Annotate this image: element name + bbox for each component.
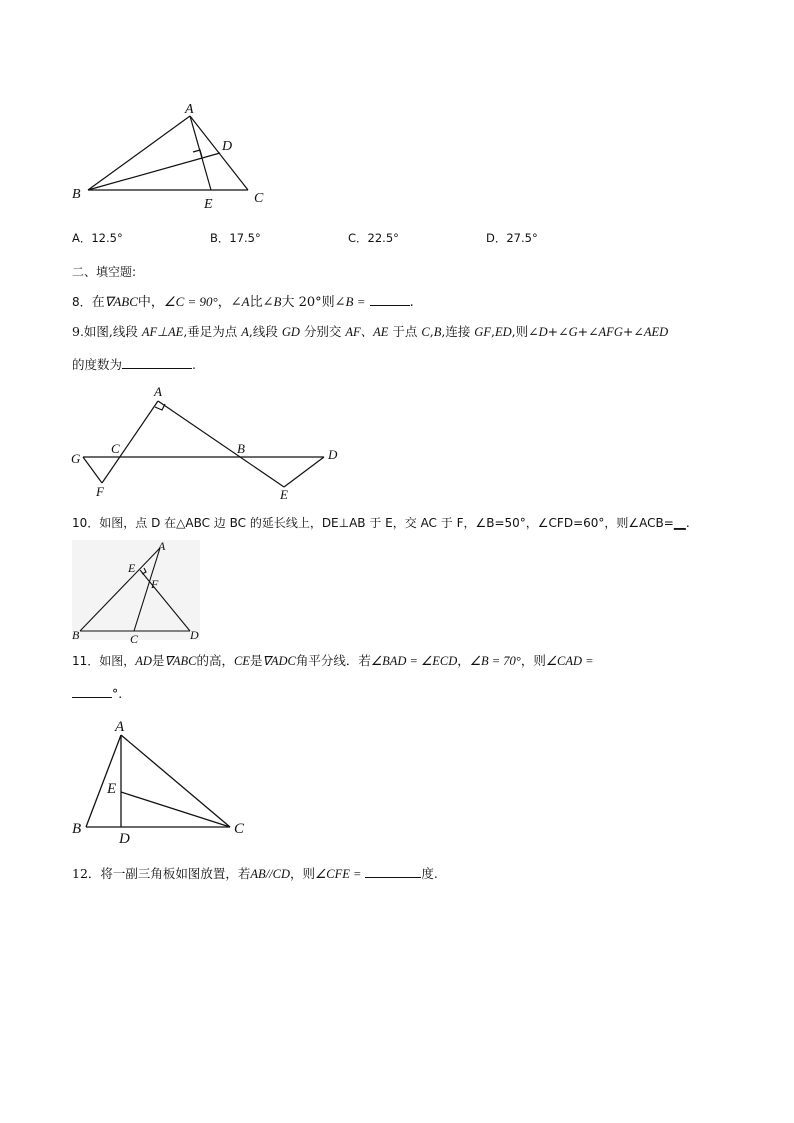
- q9-label-g: G: [71, 451, 81, 466]
- q7-right-angle-mark: [193, 150, 202, 157]
- q10-label-a: A: [158, 539, 166, 553]
- q10-label-b: B: [72, 628, 80, 642]
- q10-label-f: F: [151, 577, 159, 591]
- q9-label-a: A: [154, 384, 162, 399]
- q7-option-a: A．12.5°: [72, 231, 123, 245]
- q7-label-a: A: [185, 102, 194, 117]
- q11-text-line1: 11．如图，AD是∇ABC的高，CE是∇ADC角平分线．若∠BAD = ∠ECD，∠B = 70°，则∠CAD =: [72, 653, 594, 668]
- q10-text: 10．如图，点 D 在△ABC 边 BC 的延长线上，DE⊥AB 于 E，交 AC 于 F，∠B=50°，∠CFD=60°，则∠ACB=__.: [72, 516, 690, 530]
- q10-label-d: D: [190, 628, 199, 642]
- q9-segment-ae: [158, 401, 284, 487]
- q7-option-c: C．22.5°: [348, 231, 399, 245]
- q12-answer-blank: [365, 865, 421, 878]
- q11-label-c: C: [234, 821, 245, 837]
- q12-text: 12．将一副三角板如图放置，若AB//CD，则∠CFE = 度.: [72, 866, 438, 881]
- q11-label-e: E: [107, 781, 117, 797]
- q9-answer-blank: [122, 356, 192, 369]
- q10-label-c: C: [130, 632, 139, 646]
- section-title: 二、填空题:: [72, 265, 137, 279]
- q9-segment-ed: [284, 457, 324, 487]
- q7-label-b: B: [72, 187, 81, 202]
- q7-label-d: D: [222, 139, 233, 154]
- q9-segment-gf: [83, 457, 102, 483]
- q9-label-c: C: [111, 441, 120, 456]
- q7-option-b: B．17.5°: [210, 231, 261, 245]
- q8-text: 8．在∇ABC中，∠C = 90°，∠A比∠B大 20°则∠B = .: [72, 294, 414, 310]
- q11-label-a: A: [115, 719, 125, 735]
- q11-text-line2: °.: [72, 684, 122, 704]
- q9-label-d: D: [328, 447, 338, 462]
- q11-side-ac: [121, 735, 230, 827]
- q7-option-d: D．27.5°: [486, 231, 538, 245]
- q10-figure: [70, 538, 210, 646]
- q7-figure: [60, 98, 320, 218]
- q7-label-e: E: [204, 197, 213, 212]
- q10-label-e: E: [128, 561, 136, 575]
- q11-label-b: B: [72, 821, 82, 837]
- q9-figure: [66, 383, 356, 503]
- q11-bisector-ce: [121, 792, 230, 827]
- q7-label-c: C: [254, 191, 264, 206]
- q9-label-b: B: [237, 441, 245, 456]
- q11-answer-blank: [72, 685, 112, 698]
- q7-segment-bd: [88, 153, 220, 190]
- q9-label-e: E: [280, 487, 288, 502]
- q11-figure: [68, 715, 268, 845]
- q9-label-f: F: [96, 484, 104, 499]
- q7-side-ab: [88, 116, 190, 190]
- q8-answer-blank: [370, 293, 410, 306]
- q9-text-line2: 的度数为 .: [72, 357, 196, 372]
- q11-label-d: D: [119, 831, 130, 847]
- q9-text-line1: 9.如图,线段 AF⊥AE,垂足为点 A,线段 GD 分别交 AF、AE 于点 C,B,连接 GF,ED,则∠D+∠G+∠AFG+∠AED: [72, 324, 669, 339]
